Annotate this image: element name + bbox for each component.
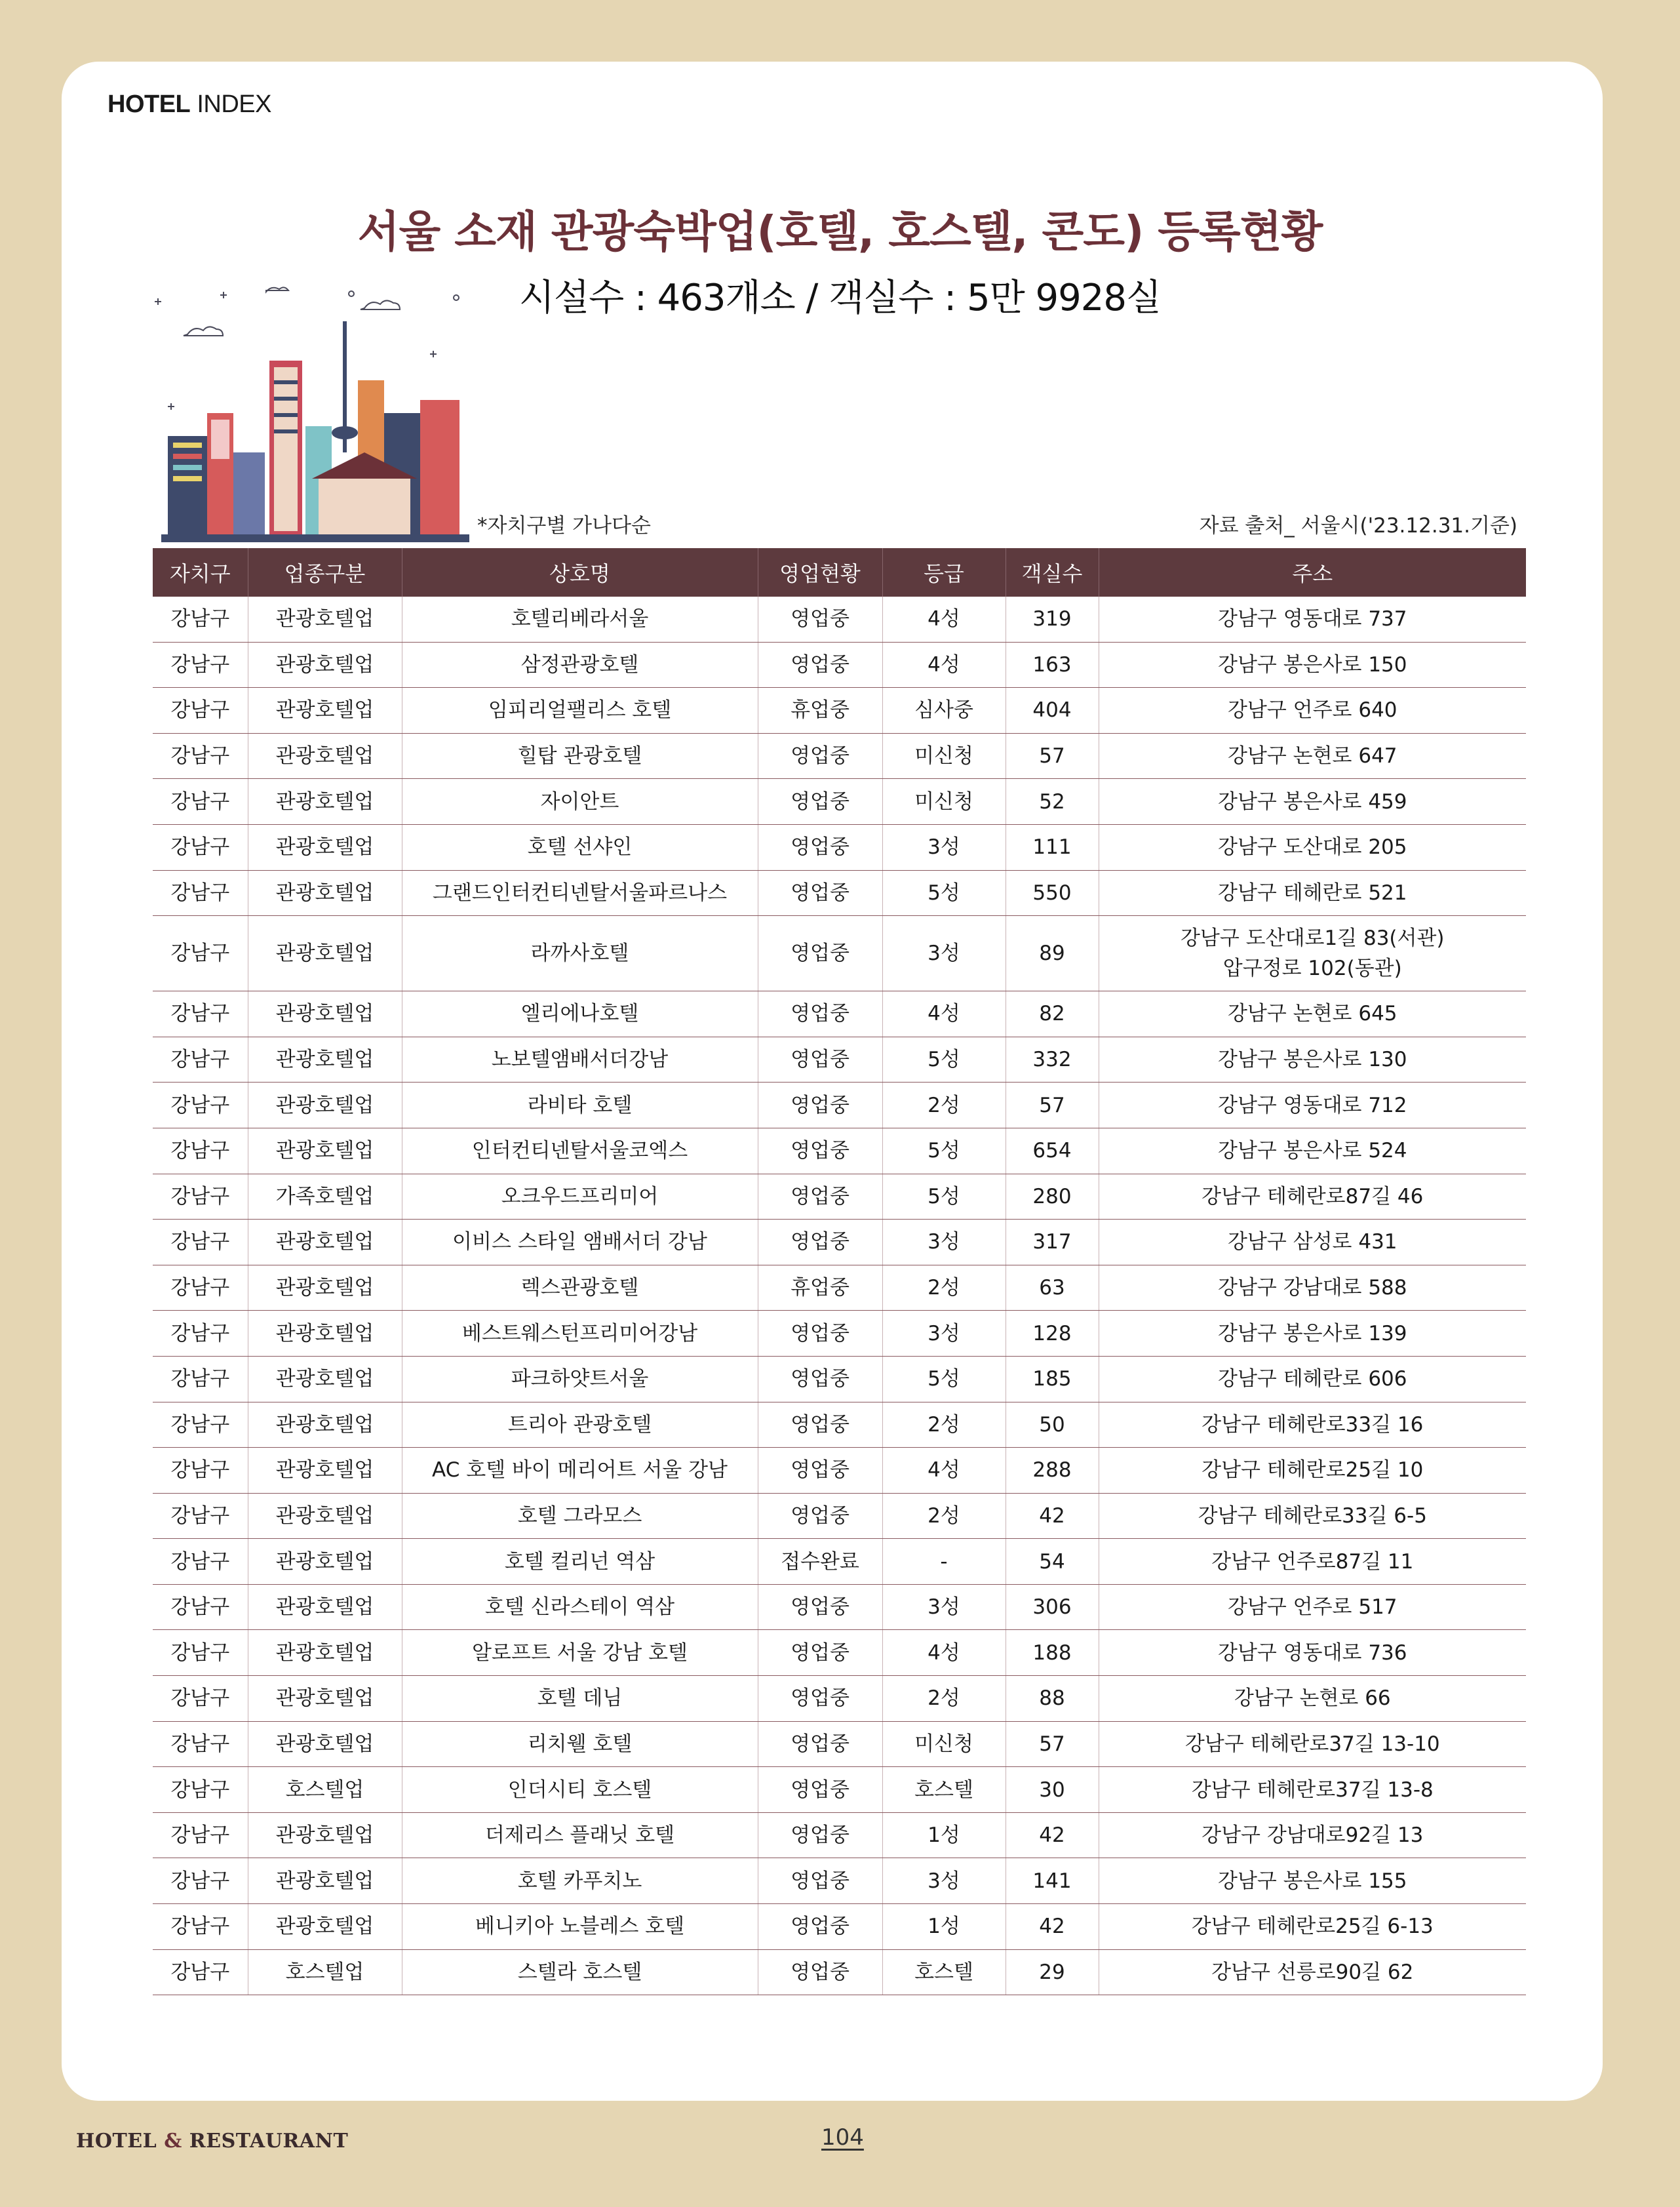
cell-hotel-name: 노보텔앰배서더강남	[402, 1037, 758, 1083]
cell-rooms: 654	[1006, 1128, 1099, 1174]
cell-address: 강남구 테헤란로37길 13-10	[1099, 1721, 1526, 1767]
cell-rooms: 332	[1006, 1037, 1099, 1083]
cell-status: 영업중	[758, 991, 882, 1037]
cell-district: 강남구	[153, 779, 248, 825]
cell-address: 강남구 언주로87길 11	[1099, 1539, 1526, 1585]
table-row	[153, 1676, 1526, 1722]
cell-grade: 3성	[882, 824, 1006, 870]
cell-hotel-name: 그랜드인터컨티넨탈서울파르나스	[402, 870, 758, 916]
cell-rooms: 29	[1006, 1949, 1099, 1995]
cell-grade: 미신청	[882, 1721, 1006, 1767]
cell-status: 영업중	[758, 1584, 882, 1630]
cell-district: 강남구	[153, 1812, 248, 1858]
cell-business-type: 관광호텔업	[248, 1904, 402, 1950]
table-row	[153, 1584, 1526, 1630]
cell-business-type: 관광호텔업	[248, 688, 402, 734]
cell-business-type: 관광호텔업	[248, 642, 402, 688]
table-row	[153, 1037, 1526, 1083]
cell-rooms: 306	[1006, 1584, 1099, 1630]
cell-status: 영업중	[758, 1493, 882, 1539]
column-header-status: 영업현황	[758, 548, 882, 597]
cell-grade: 3성	[882, 916, 1006, 991]
table-row	[153, 1083, 1526, 1128]
cell-rooms: 54	[1006, 1539, 1099, 1585]
cell-hotel-name: 자이안트	[402, 779, 758, 825]
column-header-business-type: 업종구분	[248, 548, 402, 597]
cell-address: 강남구 강남대로 588	[1099, 1265, 1526, 1311]
cell-district: 강남구	[153, 1037, 248, 1083]
cell-grade: 1성	[882, 1904, 1006, 1950]
cell-rooms: 42	[1006, 1904, 1099, 1950]
cell-status: 영업중	[758, 1767, 882, 1813]
cell-business-type: 호스텔업	[248, 1767, 402, 1813]
cell-business-type: 관광호텔업	[248, 870, 402, 916]
cell-rooms: 111	[1006, 824, 1099, 870]
cell-rooms: 57	[1006, 1721, 1099, 1767]
cell-grade: 미신청	[882, 779, 1006, 825]
cell-rooms: 63	[1006, 1265, 1099, 1311]
table-row	[153, 642, 1526, 688]
table-row	[153, 1493, 1526, 1539]
cell-status: 영업중	[758, 1356, 882, 1402]
cell-status: 영업중	[758, 642, 882, 688]
table-row	[153, 1812, 1526, 1858]
table-row	[153, 1904, 1526, 1950]
table-row	[153, 1128, 1526, 1174]
cell-hotel-name: 오크우드프리미어	[402, 1174, 758, 1220]
table-row	[153, 870, 1526, 916]
cell-rooms: 88	[1006, 1676, 1099, 1722]
table-row	[153, 688, 1526, 734]
cell-hotel-name: 호텔 선샤인	[402, 824, 758, 870]
cell-rooms: 319	[1006, 597, 1099, 642]
cell-status: 영업중	[758, 824, 882, 870]
cell-district: 강남구	[153, 1630, 248, 1676]
cell-rooms: 52	[1006, 779, 1099, 825]
cell-district: 강남구	[153, 642, 248, 688]
cell-business-type: 관광호텔업	[248, 779, 402, 825]
cell-address: 강남구 봉은사로 459	[1099, 779, 1526, 825]
cell-district: 강남구	[153, 824, 248, 870]
page-title: 서울 소재 관광숙박업(호텔, 호스텔, 콘도) 등록현황	[357, 207, 1323, 257]
cell-address: 강남구 영동대로 712	[1099, 1083, 1526, 1128]
cell-status: 영업중	[758, 870, 882, 916]
table-row	[153, 733, 1526, 779]
cell-hotel-name: 인더시티 호스텔	[402, 1767, 758, 1813]
cell-grade: 미신청	[882, 733, 1006, 779]
table-row	[153, 824, 1526, 870]
cell-hotel-name: 렉스관광호텔	[402, 1265, 758, 1311]
table-row	[153, 597, 1526, 642]
table-row	[153, 991, 1526, 1037]
cell-status: 영업중	[758, 916, 882, 991]
cell-district: 강남구	[153, 1174, 248, 1220]
cell-address: 강남구 언주로 640	[1099, 688, 1526, 734]
cell-district: 강남구	[153, 1539, 248, 1585]
cell-status: 영업중	[758, 1721, 882, 1767]
table-row	[153, 1630, 1526, 1676]
cell-status: 접수완료	[758, 1539, 882, 1585]
cell-status: 영업중	[758, 1311, 882, 1357]
cell-hotel-name: 힐탑 관광호텔	[402, 733, 758, 779]
cell-business-type: 가족호텔업	[248, 1174, 402, 1220]
table-row	[153, 1174, 1526, 1220]
cell-grade: 호스텔	[882, 1767, 1006, 1813]
cell-grade: 4성	[882, 597, 1006, 642]
cell-grade: 4성	[882, 991, 1006, 1037]
cell-rooms: 288	[1006, 1448, 1099, 1494]
table-row	[153, 1721, 1526, 1767]
cell-business-type: 관광호텔업	[248, 824, 402, 870]
cell-business-type: 관광호텔업	[248, 1311, 402, 1357]
table-header-row	[153, 548, 1526, 597]
cell-grade: 3성	[882, 1311, 1006, 1357]
cell-status: 영업중	[758, 1037, 882, 1083]
cell-rooms: 89	[1006, 916, 1099, 991]
cell-district: 강남구	[153, 916, 248, 991]
cell-address: 강남구 논현로 645	[1099, 991, 1526, 1037]
cell-status: 영업중	[758, 1220, 882, 1265]
cell-status: 영업중	[758, 1448, 882, 1494]
cell-address: 강남구 논현로 66	[1099, 1676, 1526, 1722]
cell-hotel-name: 호텔 컬리넌 역삼	[402, 1539, 758, 1585]
cell-business-type: 관광호텔업	[248, 733, 402, 779]
cell-rooms: 57	[1006, 733, 1099, 779]
table-row	[153, 1311, 1526, 1357]
cell-district: 강남구	[153, 688, 248, 734]
cell-hotel-name: 임피리얼팰리스 호텔	[402, 688, 758, 734]
cell-rooms: 82	[1006, 991, 1099, 1037]
cell-grade: 4성	[882, 1448, 1006, 1494]
cell-business-type: 관광호텔업	[248, 1356, 402, 1402]
cell-address: 강남구 봉은사로 155	[1099, 1858, 1526, 1904]
cell-business-type: 관광호텔업	[248, 916, 402, 991]
cell-address: 강남구 테헤란로87길 46	[1099, 1174, 1526, 1220]
cell-district: 강남구	[153, 1083, 248, 1128]
cell-rooms: 185	[1006, 1356, 1099, 1402]
cell-hotel-name: 더제리스 플래닛 호텔	[402, 1812, 758, 1858]
cell-status: 영업중	[758, 779, 882, 825]
cell-hotel-name: 호텔 신라스테이 역삼	[402, 1584, 758, 1630]
cell-district: 강남구	[153, 1493, 248, 1539]
cell-grade: 3성	[882, 1858, 1006, 1904]
cell-hotel-name: 리치웰 호텔	[402, 1721, 758, 1767]
cell-district: 강남구	[153, 1767, 248, 1813]
cell-rooms: 42	[1006, 1493, 1099, 1539]
cell-hotel-name: 엘리에나호텔	[402, 991, 758, 1037]
table-row	[153, 1858, 1526, 1904]
cell-district: 강남구	[153, 1448, 248, 1494]
publication-brand: HOTEL & RESTAURANT	[76, 2130, 349, 2153]
cell-district: 강남구	[153, 1584, 248, 1630]
table-row	[153, 779, 1526, 825]
table-row	[153, 1539, 1526, 1585]
cell-address: 강남구 언주로 517	[1099, 1584, 1526, 1630]
cell-district: 강남구	[153, 1311, 248, 1357]
cell-status: 영업중	[758, 1630, 882, 1676]
cell-hotel-name: 호텔 그라모스	[402, 1493, 758, 1539]
cell-rooms: 141	[1006, 1858, 1099, 1904]
cell-district: 강남구	[153, 1904, 248, 1950]
cell-hotel-name: 베니키아 노블레스 호텔	[402, 1904, 758, 1950]
cell-grade: 3성	[882, 1584, 1006, 1630]
source-note: 자료 출처_ 서울시('23.12.31.기준)	[1199, 514, 1517, 538]
cell-hotel-name: 이비스 스타일 앰배서더 강남	[402, 1220, 758, 1265]
cell-grade: 4성	[882, 1630, 1006, 1676]
cell-hotel-name: 트리아 관광호텔	[402, 1402, 758, 1448]
cell-business-type: 관광호텔업	[248, 1220, 402, 1265]
cell-status: 영업중	[758, 1128, 882, 1174]
cell-business-type: 관광호텔업	[248, 597, 402, 642]
table-row	[153, 1448, 1526, 1494]
cell-grade: 호스텔	[882, 1949, 1006, 1995]
cell-address: 강남구 테헤란로25길 6-13	[1099, 1904, 1526, 1950]
column-header-address: 주소	[1099, 548, 1526, 597]
cell-hotel-name: 라까사호텔	[402, 916, 758, 991]
column-header-district: 자치구	[153, 548, 248, 597]
cell-grade: -	[882, 1539, 1006, 1585]
cell-business-type: 관광호텔업	[248, 1630, 402, 1676]
cell-status: 영업중	[758, 1402, 882, 1448]
cell-business-type: 관광호텔업	[248, 1721, 402, 1767]
cell-status: 영업중	[758, 1858, 882, 1904]
table-row	[153, 1220, 1526, 1265]
cell-status: 영업중	[758, 733, 882, 779]
cell-business-type: 관광호텔업	[248, 1402, 402, 1448]
cell-hotel-name: 라비타 호텔	[402, 1083, 758, 1128]
cell-business-type: 관광호텔업	[248, 1448, 402, 1494]
cell-status: 영업중	[758, 1676, 882, 1722]
cell-rooms: 30	[1006, 1767, 1099, 1813]
cell-rooms: 163	[1006, 642, 1099, 688]
cell-district: 강남구	[153, 1676, 248, 1722]
cell-rooms: 404	[1006, 688, 1099, 734]
section-label: HOTEL INDEX	[107, 90, 271, 118]
cell-district: 강남구	[153, 1402, 248, 1448]
cell-district: 강남구	[153, 1128, 248, 1174]
page-number: 104	[821, 2124, 864, 2151]
cell-grade: 1성	[882, 1812, 1006, 1858]
cell-business-type: 관광호텔업	[248, 1265, 402, 1311]
cell-district: 강남구	[153, 1220, 248, 1265]
cell-address: 강남구 테헤란로37길 13-8	[1099, 1767, 1526, 1813]
cell-grade: 5성	[882, 1174, 1006, 1220]
cell-rooms: 42	[1006, 1812, 1099, 1858]
cell-hotel-name: 호텔리베라서울	[402, 597, 758, 642]
cell-business-type: 관광호텔업	[248, 991, 402, 1037]
cell-district: 강남구	[153, 597, 248, 642]
table-row	[153, 1265, 1526, 1311]
cell-status: 영업중	[758, 1904, 882, 1950]
cell-district: 강남구	[153, 733, 248, 779]
cell-hotel-name: 인터컨티넨탈서울코엑스	[402, 1128, 758, 1174]
cell-business-type: 관광호텔업	[248, 1037, 402, 1083]
column-header-hotel-name: 상호명	[402, 548, 758, 597]
cell-business-type: 관광호텔업	[248, 1584, 402, 1630]
cell-rooms: 57	[1006, 1083, 1099, 1128]
cell-district: 강남구	[153, 1721, 248, 1767]
page-subtitle: 시설수 : 463개소 / 객실수 : 5만 9928실	[518, 277, 1162, 319]
cell-address: 강남구 선릉로90길 62	[1099, 1949, 1526, 1995]
cell-grade: 2성	[882, 1402, 1006, 1448]
cell-status: 영업중	[758, 1949, 882, 1995]
cell-address: 강남구 테헤란로25길 10	[1099, 1448, 1526, 1494]
cell-grade: 심사중	[882, 688, 1006, 734]
cell-rooms: 317	[1006, 1220, 1099, 1265]
table-row	[153, 1402, 1526, 1448]
cell-grade: 3성	[882, 1220, 1006, 1265]
cell-grade: 5성	[882, 870, 1006, 916]
cell-hotel-name: 호텔 카푸치노	[402, 1858, 758, 1904]
cell-address: 강남구 봉은사로 130	[1099, 1037, 1526, 1083]
cell-business-type: 관광호텔업	[248, 1676, 402, 1722]
cell-district: 강남구	[153, 870, 248, 916]
cell-address: 강남구 봉은사로 150	[1099, 642, 1526, 688]
cell-address: 강남구 도산대로1길 83(서관) 압구정로 102(동관)	[1099, 916, 1526, 991]
cell-business-type: 관광호텔업	[248, 1128, 402, 1174]
cell-address: 강남구 강남대로92길 13	[1099, 1812, 1526, 1858]
cell-address: 강남구 영동대로 737	[1099, 597, 1526, 642]
table-body	[153, 597, 1526, 1995]
cell-business-type: 호스텔업	[248, 1949, 402, 1995]
cell-grade: 2성	[882, 1265, 1006, 1311]
cell-grade: 5성	[882, 1128, 1006, 1174]
cell-address: 강남구 도산대로 205	[1099, 824, 1526, 870]
cell-status: 휴업중	[758, 1265, 882, 1311]
cell-address: 강남구 봉은사로 524	[1099, 1128, 1526, 1174]
cell-address: 강남구 테헤란로33길 6-5	[1099, 1493, 1526, 1539]
cell-rooms: 280	[1006, 1174, 1099, 1220]
cell-address: 강남구 테헤란로33길 16	[1099, 1402, 1526, 1448]
cell-hotel-name: 스텔라 호스텔	[402, 1949, 758, 1995]
cell-grade: 5성	[882, 1356, 1006, 1402]
cell-rooms: 550	[1006, 870, 1099, 916]
cell-district: 강남구	[153, 1356, 248, 1402]
cell-district: 강남구	[153, 1858, 248, 1904]
cell-status: 영업중	[758, 597, 882, 642]
cell-address: 강남구 봉은사로 139	[1099, 1311, 1526, 1357]
cell-status: 영업중	[758, 1174, 882, 1220]
table-row	[153, 1767, 1526, 1813]
cell-business-type: 관광호텔업	[248, 1083, 402, 1128]
cell-district: 강남구	[153, 1949, 248, 1995]
cell-rooms: 50	[1006, 1402, 1099, 1448]
cell-grade: 4성	[882, 642, 1006, 688]
cell-status: 영업중	[758, 1083, 882, 1128]
cell-status: 휴업중	[758, 688, 882, 734]
sort-note: *자치구별 가나다순	[477, 514, 651, 538]
hotel-registry-table	[153, 548, 1526, 1995]
city-skyline-illustration	[148, 282, 482, 547]
cell-rooms: 128	[1006, 1311, 1099, 1357]
column-header-grade: 등급	[882, 548, 1006, 597]
cell-grade: 2성	[882, 1676, 1006, 1722]
cell-hotel-name: 삼정관광호텔	[402, 642, 758, 688]
cell-hotel-name: 베스트웨스턴프리미어강남	[402, 1311, 758, 1357]
cell-district: 강남구	[153, 991, 248, 1037]
table-row	[153, 916, 1526, 991]
cell-address: 강남구 테헤란로 521	[1099, 870, 1526, 916]
cell-business-type: 관광호텔업	[248, 1493, 402, 1539]
cell-address: 강남구 삼성로 431	[1099, 1220, 1526, 1265]
cell-rooms: 188	[1006, 1630, 1099, 1676]
cell-business-type: 관광호텔업	[248, 1812, 402, 1858]
cell-address: 강남구 테헤란로 606	[1099, 1356, 1526, 1402]
cell-business-type: 관광호텔업	[248, 1539, 402, 1585]
cell-grade: 2성	[882, 1083, 1006, 1128]
cell-address: 강남구 영동대로 736	[1099, 1630, 1526, 1676]
cell-business-type: 관광호텔업	[248, 1858, 402, 1904]
cell-hotel-name: 알로프트 서울 강남 호텔	[402, 1630, 758, 1676]
cell-grade: 5성	[882, 1037, 1006, 1083]
cell-grade: 2성	[882, 1493, 1006, 1539]
cell-hotel-name: 호텔 데님	[402, 1676, 758, 1722]
cell-hotel-name: 파크하얏트서울	[402, 1356, 758, 1402]
cell-status: 영업중	[758, 1812, 882, 1858]
column-header-rooms: 객실수	[1006, 548, 1099, 597]
cell-address: 강남구 논현로 647	[1099, 733, 1526, 779]
table-row	[153, 1356, 1526, 1402]
table-row	[153, 1949, 1526, 1995]
cell-district: 강남구	[153, 1265, 248, 1311]
cell-hotel-name: AC 호텔 바이 메리어트 서울 강남	[402, 1448, 758, 1494]
